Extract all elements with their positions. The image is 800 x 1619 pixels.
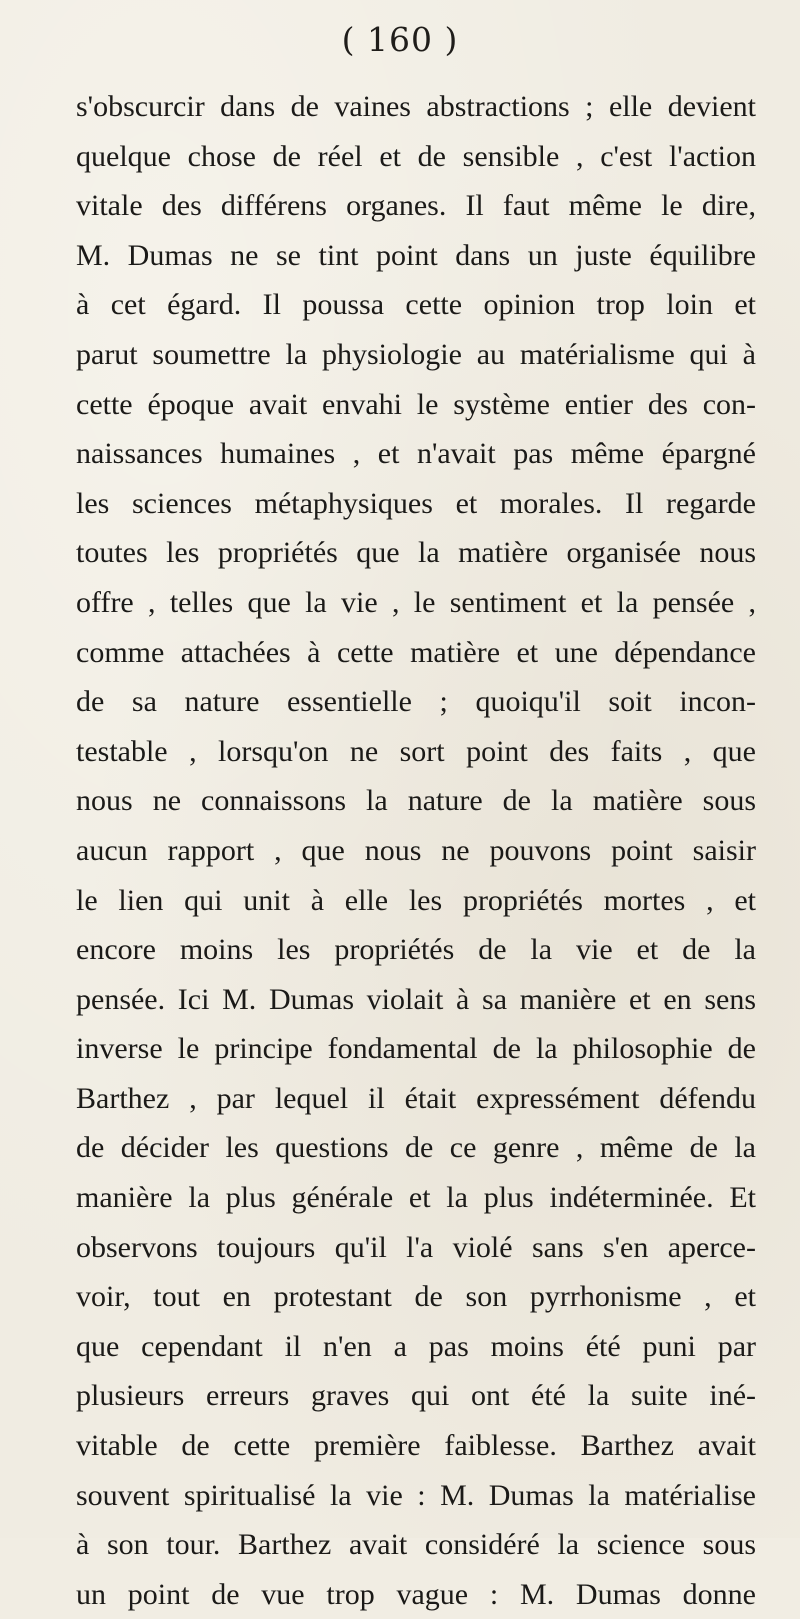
text-line: à cet égard. Il poussa cette opinion trop loin et (76, 288, 756, 322)
text-line: encore moins les propriétés de la vie et de la (76, 933, 756, 967)
text-line: voir, tout en protestant de son pyrrhonisme , et (76, 1280, 756, 1314)
text-line: plusieurs erreurs graves qui ont été la suite iné- (76, 1379, 756, 1413)
text-line: observons toujours qu'il l'a violé sans s'en aperce- (76, 1230, 756, 1264)
page-number-header: ( 160 ) (341, 20, 459, 59)
text-line: aucun rapport , que nous ne pouvons point saisir (76, 833, 756, 867)
text-line: pensée. Ici M. Dumas violait à sa manière et en sens (76, 982, 756, 1016)
text-line: cette époque avait envahi le système entier des con- (76, 387, 756, 421)
text-line: à son tour. Barthez avait considéré la science sous (76, 1528, 756, 1562)
text-line: souvent spiritualisé la vie : M. Dumas la matérialise (76, 1478, 756, 1512)
text-line: de décider les questions de ce genre , même de la (76, 1131, 756, 1165)
text-line: les sciences métaphysiques et morales. Il regarde (76, 486, 756, 520)
text-line: quelque chose de réel et de sensible , c'est l'action (76, 139, 756, 173)
text-line: le lien qui unit à elle les propriétés mortes , et (76, 883, 756, 917)
text-line: vitable de cette première faiblesse. Barthez avait (76, 1429, 756, 1463)
text-line: vitale des différens organes. Il faut même le dire, (76, 189, 756, 223)
text-line: offre , telles que la vie , le sentiment et la pensée , (76, 585, 756, 619)
text-line: inverse le principe fondamental de la philosophie de (76, 1032, 756, 1066)
text-line: testable , lorsqu'on ne sort point des faits , que (76, 734, 756, 768)
text-line: s'obscurcir dans de vaines abstractions ; elle devient (76, 90, 756, 123)
text-line: naissances humaines , et n'avait pas même épargné (76, 437, 756, 471)
text-line: comme attachées à cette matière et une dépendance (76, 635, 756, 669)
text-line: toutes les propriétés que la matière organisée nous (76, 536, 756, 570)
text-line: de sa nature essentielle ; quoiqu'il soit incon- (76, 685, 756, 719)
text-line: Barthez , par lequel il était expressément défendu (76, 1081, 756, 1115)
body-text (76, 82, 756, 1619)
text-line: parut soumettre la physiologie au matérialisme qui à (76, 337, 756, 371)
text-line: un point de vue trop vague : M. Dumas donne (76, 1577, 756, 1611)
text-line: M. Dumas ne se tint point dans un juste équilibre (76, 238, 756, 272)
text-line: nous ne connaissons la nature de la matière sous (76, 784, 756, 818)
text-line: que cependant il n'en a pas moins été puni par (76, 1329, 756, 1363)
text-line: manière la plus générale et la plus indéterminée. Et (76, 1181, 756, 1215)
